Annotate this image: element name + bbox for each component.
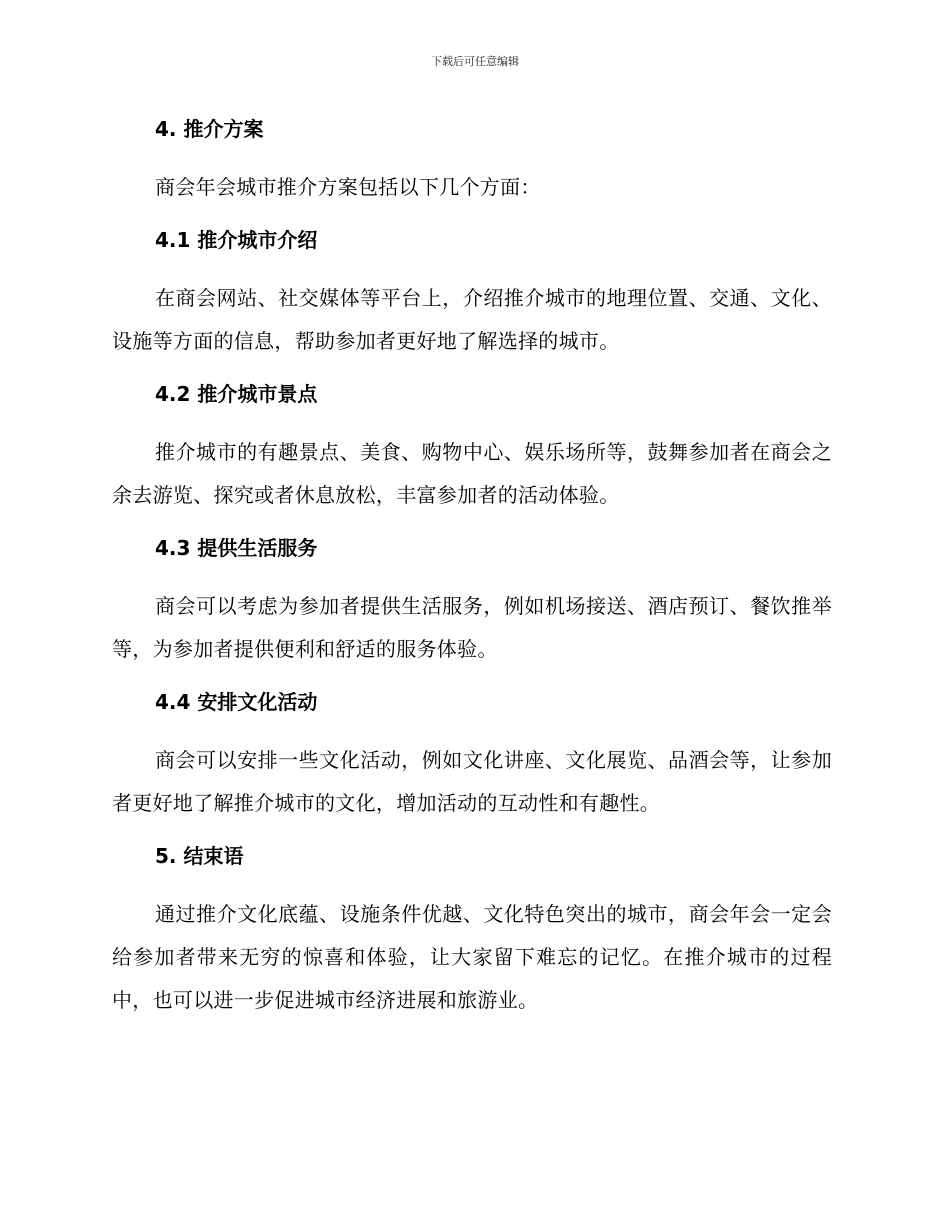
section-4-4-heading: 4.4 安排文化活动: [155, 690, 318, 714]
section-4-3-heading: 4.3 提供生活服务: [155, 536, 318, 560]
section-4-3-body: 商会可以考虑为参加者提供生活服务，例如机场接送、酒店预订、餐饮推举等，为参加者提供便利和舒适的服务体验。: [112, 594, 832, 661]
page-header: 下载后可任意编辑: [431, 55, 519, 68]
section-5-heading: 5. 结束语: [155, 844, 244, 868]
section-4-1-body: 在商会网站、社交媒体等平台上，介绍推介城市的地理位置、交通、文化、设施等方面的信息，帮助参加者更好地了解选择的城市。: [112, 286, 832, 353]
section-4-4-body: 商会可以安排一些文化活动，例如文化讲座、文化展览、品酒会等，让参加者更好地了解推介城市的文化，增加活动的互动性和有趣性。: [112, 748, 832, 815]
section-4-1-heading: 4.1 推介城市介绍: [155, 228, 318, 252]
section-4-2-heading: 4.2 推介城市景点: [155, 382, 318, 406]
document-body: [112, 112, 832, 1022]
section-5-body: 通过推介文化底蕴、设施条件优越、文化特色突出的城市，商会年会一定会给参加者带来无穷的惊喜和体验，让大家留下难忘的记忆。在推介城市的过程中，也可以进一步促进城市经济进展和旅游业。: [112, 902, 832, 1012]
section-4-2-body: 推介城市的有趣景点、美食、购物中心、娱乐场所等，鼓舞参加者在商会之余去游览、探究或者休息放松，丰富参加者的活动体验。: [112, 440, 832, 507]
section-4-heading: 4. 推介方案: [155, 117, 264, 141]
section-4-intro: 商会年会城市推介方案包括以下几个方面：: [155, 175, 541, 199]
